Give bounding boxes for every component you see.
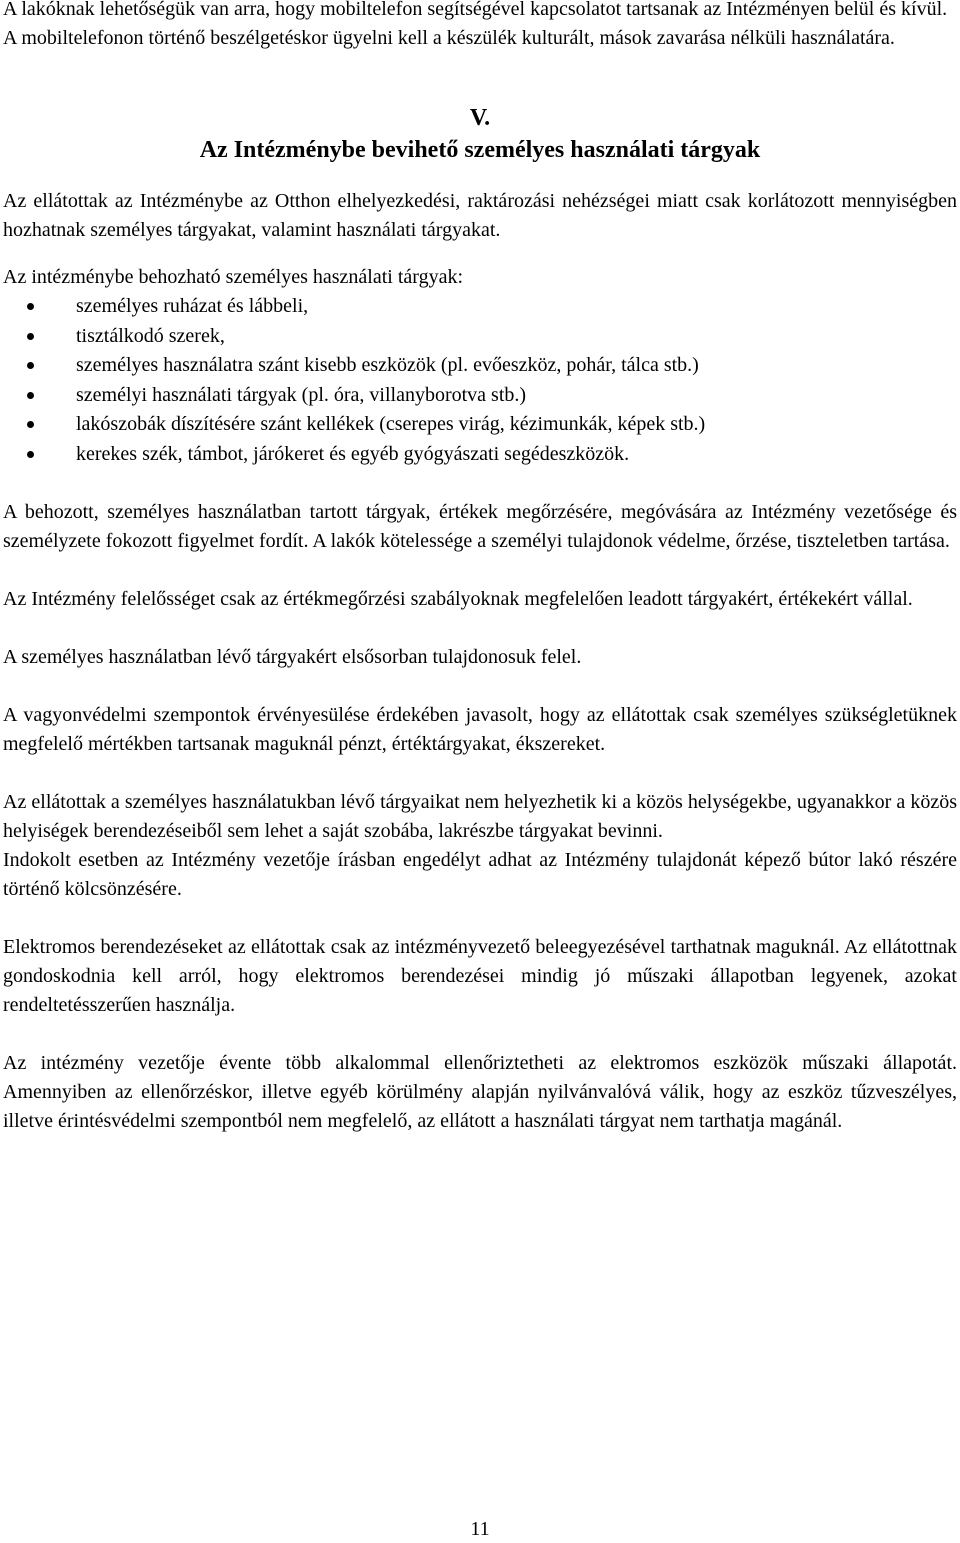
bullet-icon: [27, 333, 34, 340]
intro-paragraph: Az ellátottak az Intézménybe az Otthon elhelyezkedési, raktározási nehézségei miatt csak korlátozott mennyiségben hozhatnak személyes tárgyakat, valamint használati tárgyakat.: [3, 190, 957, 241]
list-item: tisztálkodó szerek,: [3, 322, 957, 352]
spacer: [3, 1020, 957, 1049]
spacer: [3, 469, 957, 498]
bullet-icon: [27, 421, 34, 428]
spacer: [3, 556, 957, 585]
allowed-items-list: [3, 292, 957, 469]
bullet-icon: [27, 303, 34, 310]
furniture-loan-paragraph: Indokolt esetben az Intézmény vezetője írásban engedélyt adhat az Intézmény tulajdonát képező bútor lakó részére történő kölcsönzésére.: [3, 849, 957, 900]
list-item: kerekes szék, támbot, járókeret és egyéb gyógyászati segédeszközök.: [3, 440, 957, 470]
bullet-icon: [27, 392, 34, 399]
chapter-title: Az Intézménybe bevihető személyes használati tárgyak: [199, 137, 761, 163]
electrical-devices-paragraph: Elektromos berendezéseket az ellátottak csak az intézményvezető beleegyezésével tarthatnak maguknál. Az ellátottnak gondoskodnia kell arról, hogy elektromos berendezései mindig jó műszaki állapotban legyenek, azokat rendeltetésszerűen használja.: [3, 936, 957, 1016]
liability-paragraph: Az Intézmény felelősséget csak az értékmegőrzési szabályoknak megfelelően leadott tárgyakért, értékekért vállal.: [3, 588, 913, 610]
list-intro: Az intézménybe behozható személyes használati tárgyak:: [3, 266, 463, 288]
spacer: [3, 672, 957, 701]
bullet-icon: [27, 451, 34, 458]
mobile-phone-paragraph-1: A lakóknak lehetőségük van arra, hogy mobiltelefon segítségével kapcsolatot tartsanak az Intézményen belül és kívül.: [3, 0, 948, 20]
list-item: személyi használati tárgyak (pl. óra, villanyborotva stb.): [3, 381, 957, 411]
list-item: személyes ruházat és lábbeli,: [3, 292, 957, 322]
valuables-care-paragraph: A behozott, személyes használatban tartott tárgyak, értékek megőrzésére, megóvására az Intézmény vezetősége és személyzete fokozott figyelmet fordít. A lakók kötelessége a személyi tulajdonok védelme, őrzése, tiszteletben tartása.: [3, 501, 957, 552]
owner-responsibility-paragraph: A személyes használatban lévő tárgyakért elsősorban tulajdonosuk felel.: [3, 646, 582, 668]
list-item: személyes használatra szánt kisebb eszközök (pl. evőeszköz, pohár, tálca stb.): [3, 351, 957, 381]
chapter-number: V.: [469, 105, 491, 131]
spacer: [3, 759, 957, 788]
page-content: [3, 0, 957, 1136]
spacer: [3, 904, 957, 933]
mobile-phone-paragraph-2: A mobiltelefonon történő beszélgetéskor ügyelni kell a készülék kulturált, mások zavarása nélküli használatára.: [3, 27, 895, 49]
device-inspection-paragraph: Az intézmény vezetője évente több alkalommal ellenőriztetheti az elektromos eszközök műszaki állapotát. Amennyiben az ellenőrzéskor, illetve egyéb körülmény alapján nyilvánvalóvá válik, hogy az eszköz tűzveszélyes, illetve érintésvédelmi szempontból nem megfelelő, az ellátott a használati tárgyat nem tarthatja magánál.: [3, 1052, 957, 1132]
spacer: [3, 614, 957, 643]
list-item: lakószobák díszítésére szánt kellékek (cserepes virág, kézimunkák, képek stb.): [3, 410, 957, 440]
common-areas-paragraph: Az ellátottak a személyes használatukban lévő tárgyaikat nem helyezhetik ki a közös helységekbe, ugyanakkor a közös helyiségek berendezéseiből sem lehet a saját szobába, lakrészbe tárgyakat bevinni.: [3, 791, 957, 842]
spacer: [3, 245, 957, 263]
property-protection-paragraph: A vagyonvédelmi szempontok érvényesülése érdekében javasolt, hogy az ellátottak csak személyes szükségletüknek megfelelő mértékben tartsanak maguknál pénzt, értéktárgyakat, ékszereket.: [3, 704, 957, 755]
bullet-icon: [27, 362, 34, 369]
page-number: 11: [470, 1518, 490, 1540]
